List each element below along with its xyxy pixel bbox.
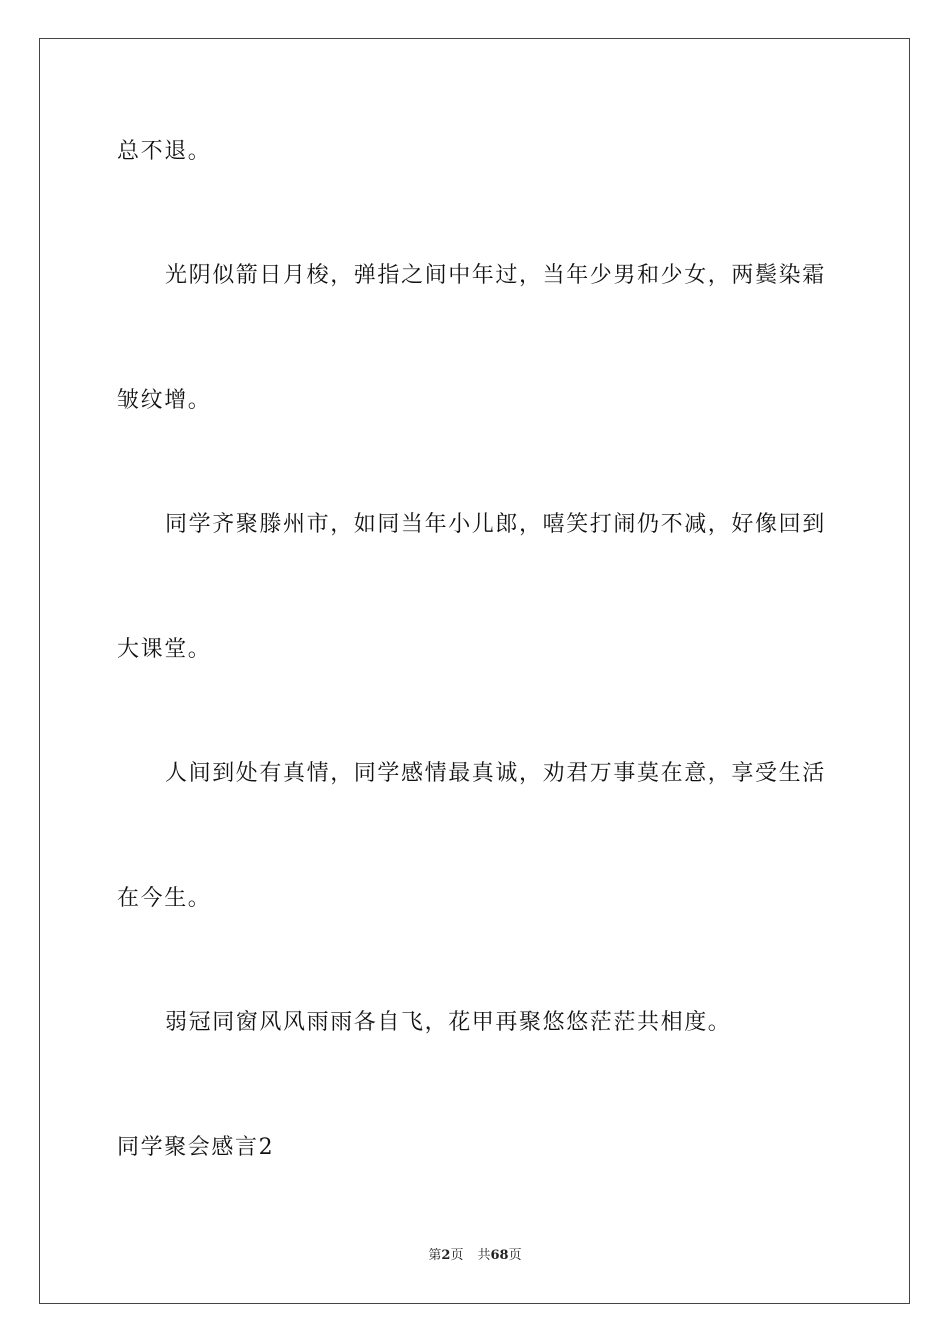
text-line-1: 总不退。: [117, 139, 212, 164]
page-footer: [0, 1248, 950, 1264]
total-suffix: 页: [508, 1248, 522, 1263]
text-line-7: 在今生。: [117, 886, 212, 911]
text-line-3: 皱纹增。: [117, 388, 212, 413]
total-prefix: 共: [477, 1248, 491, 1263]
page-prefix: 第: [428, 1248, 442, 1263]
text-line-8: 弱冠同窗风风雨雨各自飞，花甲再聚悠悠茫茫共相度。: [165, 1010, 732, 1035]
text-line-2: 光阴似箭日月梭，弹指之间中年过，当年少男和少女，两鬓染霜: [165, 263, 826, 288]
text-line-6: 人间到处有真情，同学感情最真诚，劝君万事莫在意，享受生活: [165, 761, 826, 786]
text-line-5: 大课堂。: [117, 637, 212, 662]
section-heading: 同学聚会感言2: [117, 1135, 275, 1160]
page-number: 2: [441, 1248, 451, 1263]
total-pages: 68: [490, 1248, 509, 1263]
page-frame: [39, 38, 910, 1304]
page-suffix: 页: [450, 1248, 464, 1263]
text-line-4: 同学齐聚滕州市，如同当年小儿郎，嘻笑打闹仍不减，好像回到: [165, 512, 826, 537]
